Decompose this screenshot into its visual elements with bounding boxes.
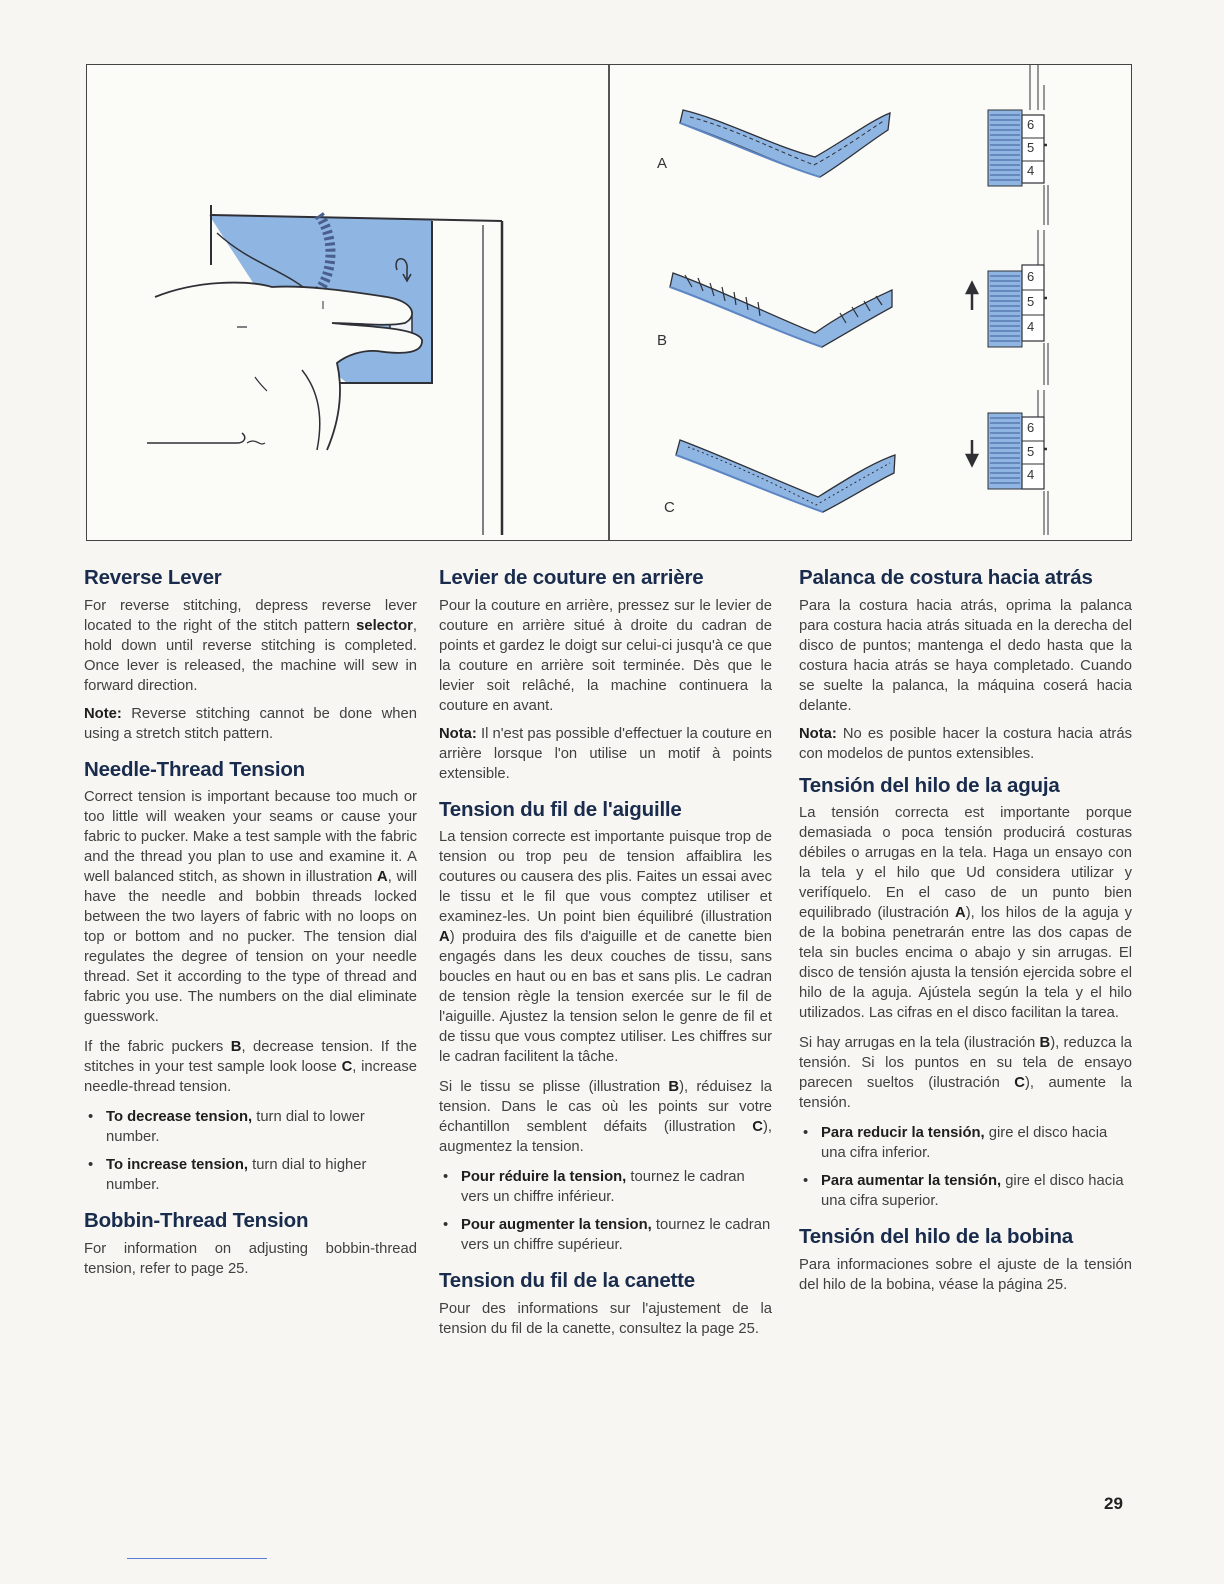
- paragraph-tension-aiguille: La tension correcte est importante puisque trop de tension ou trop peu de tension affaiblira les coutures ou causera des plis. Faites un essai avec le tissu et le fil que vous comptez utiliser et examinez-les. Un point bien équilibré (illustration A) produira des fils d'aiguille et de canette bien engagés dans les deux couches de tissu, sans boucles en haut ou en bas et sans plis. Le cadran de tension règle la tension exercée sur le fil de l'aiguille. Ajustez la tension selon le genre de fil et de tissu que vous comptez utiliser. Les chiffres sur le cadran facilitent la tâche.: [439, 829, 772, 1066]
- arrow-down-icon: [967, 440, 977, 465]
- paragraph-palanca: Para la costura hacia atrás, oprima la palanca para costura hacia atrás situada en la derecha del disco de puntos; mantenga el dedo hasta que la costura hacia atrás se haya completado. Cuando se suelte la palanca, la máquina coserá hacia delante.: [799, 597, 1132, 714]
- label-a: A: [657, 155, 668, 172]
- tension-dial-1: [988, 65, 1048, 225]
- bullet-reducir: • Para reducir la tensión, gire el disco hacia una cifra inferior.: [799, 1123, 1132, 1163]
- footer-rule: [127, 1558, 267, 1559]
- paragraph-arrugas: Si hay arrugas en la tela (ilustración B), reduzca la tensión. Si los puntos en su tela de ensayo parecen sueltos (ilustración C), aumente la tensión.: [799, 1035, 1132, 1112]
- heading-reverse-lever: Reverse Lever: [84, 566, 222, 589]
- heading-levier: Levier de couture en arrière: [439, 566, 704, 589]
- dial-2-number-4: 4: [1027, 319, 1035, 334]
- dial-1-number-6: 6: [1027, 117, 1035, 132]
- dial-2-number-6: 6: [1027, 269, 1035, 284]
- paragraph-tension-aguja: La tensión correcta est importante porque demasiada o poca tensión producirá costuras débiles o arrugas en la tela. Haga un ensayo con la tela y el hilo que Ud considera utilizar y verifíquelo. En el caso de un punto bien equilibrado (ilustración A), los hilos de la aguja y de la bobina penetrarán entre las dos capas de tela sin bucles encima o abajo y sin arrugas. El disco de tensión ajusta la tensión ejercida sobre el hilo de la aguja. Ajústela según la tela y el hilo utilizados. Las cifras en el disco facilitan la tarea.: [799, 805, 1132, 1022]
- illustration-panel: [86, 64, 1132, 541]
- page-number: 29: [1104, 1494, 1123, 1513]
- note-levier: Nota: Il n'est pas possible d'effectuer la couture en arrière lorsque l'on utilise un motif à points extensible.: [439, 725, 772, 782]
- label-b: B: [657, 332, 668, 349]
- paragraph-puckers: If the fabric puckers B, decrease tension. If the stitches in your test sample look loose C, increase needle-thread tension.: [84, 1039, 418, 1096]
- fabric-sample-a: [680, 110, 890, 177]
- heading-needle-thread-tension: Needle-Thread Tension: [84, 757, 305, 781]
- label-c: C: [664, 499, 675, 516]
- tension-bullets-fr: [439, 1167, 772, 1255]
- heading-tension-canette: Tension du fil de la canette: [439, 1269, 696, 1293]
- bullet-augmenter: • Pour augmenter la tension, tournez le cadran vers un chiffre supérieur.: [439, 1215, 772, 1255]
- paragraph-bobbin: For information on adjusting bobbin-thread tension, refer to page 25.: [84, 1240, 417, 1277]
- reverse-lever-illustration: [87, 65, 608, 540]
- tension-samples-illustration: [610, 65, 1131, 540]
- dial-3-number-6: 6: [1027, 420, 1035, 435]
- heading-palanca: Palanca de costura hacia atrás: [799, 566, 1093, 589]
- bullet-decrease: • To decrease tension, turn dial to lower number.: [84, 1107, 417, 1147]
- english-column: [84, 566, 417, 1287]
- tension-dial-3: [967, 390, 1048, 535]
- french-column: [439, 566, 772, 1347]
- bullet-aumentar: • Para aumentar la tensión, gire el disco hacia una cifra superior.: [799, 1171, 1132, 1211]
- bullet-reduire: • Pour réduire la tension, tournez le cadran vers un chiffre inférieur.: [439, 1167, 772, 1207]
- paragraph-reverse-lever: For reverse stitching, depress reverse lever located to the right of the stitch pattern selector, hold down until reverse stitching is completed. Once lever is released, the machine will sew in forward direction.: [84, 597, 417, 694]
- paragraph-bobina: Para informaciones sobre el ajuste de la tensión del hilo de la bobina, véase la página 25.: [799, 1256, 1132, 1293]
- dial-1-number-5: 5: [1027, 140, 1035, 155]
- dial-2-number-5: 5: [1027, 294, 1035, 309]
- paragraph-levier: Pour la couture en arrière, pressez sur le levier de couture en arrière situé à droite du cadran de points et gardez le doigt sur celui-ci jusqu'à ce que la couture en arrière soit terminée. Dès que le levier soit relâché, la machine continuera la couture en avant.: [439, 597, 772, 714]
- note-palanca: Nota: No es posible hacer la costura hacia atrás con modelos de puntos extensibles.: [799, 725, 1132, 762]
- bullet-increase: • To increase tension, turn dial to higher number.: [84, 1155, 417, 1195]
- paragraph-plisse: Si le tissu se plisse (illustration B), réduisez la tension. Dans le cas où les points sur votre échantillon semblent défaits (illustration C), augmentez la tension.: [439, 1079, 772, 1156]
- paragraph-needle-tension: Correct tension is important because too much or too little will weaken your seams or cause your fabric to pucker. Make a test sample with the fabric and the thread you plan to use and examine it. A well balanced stitch, as shown in illustration A, will have the needle and bobbin threads locked between the two layers of fabric with no loops on top or bottom and no pucker. The tension dial regulates the degree of tension on your needle thread. Set it according to the type of thread and fabric you use. The numbers on the dial eliminate guesswork.: [84, 789, 417, 1026]
- heading-tension-bobina: Tensión del hilo de la bobina: [799, 1225, 1074, 1249]
- paragraph-canette: Pour des informations sur l'ajustement de la tension du fil de la canette, consultez la page 25.: [439, 1300, 772, 1337]
- dial-3-number-4: 4: [1027, 467, 1035, 482]
- heading-bobbin-thread-tension: Bobbin-Thread Tension: [84, 1209, 309, 1233]
- spanish-column: [799, 566, 1132, 1303]
- tension-bullets: [84, 1107, 417, 1195]
- heading-tension-aiguille: Tension du fil de l'aiguille: [439, 797, 682, 821]
- note-reverse-lever: Note: Reverse stitching cannot be done when using a stretch stitch pattern.: [84, 705, 417, 742]
- dial-3-number-5: 5: [1027, 444, 1035, 459]
- fabric-sample-b: [670, 273, 892, 347]
- heading-tension-aguja: Tensión del hilo de la aguja: [799, 773, 1060, 797]
- tension-dial-2: [967, 230, 1048, 385]
- dial-1-number-4: 4: [1027, 163, 1035, 178]
- tension-bullets-es: [799, 1123, 1132, 1211]
- fabric-sample-c: [676, 440, 895, 512]
- arrow-up-icon: [967, 283, 977, 310]
